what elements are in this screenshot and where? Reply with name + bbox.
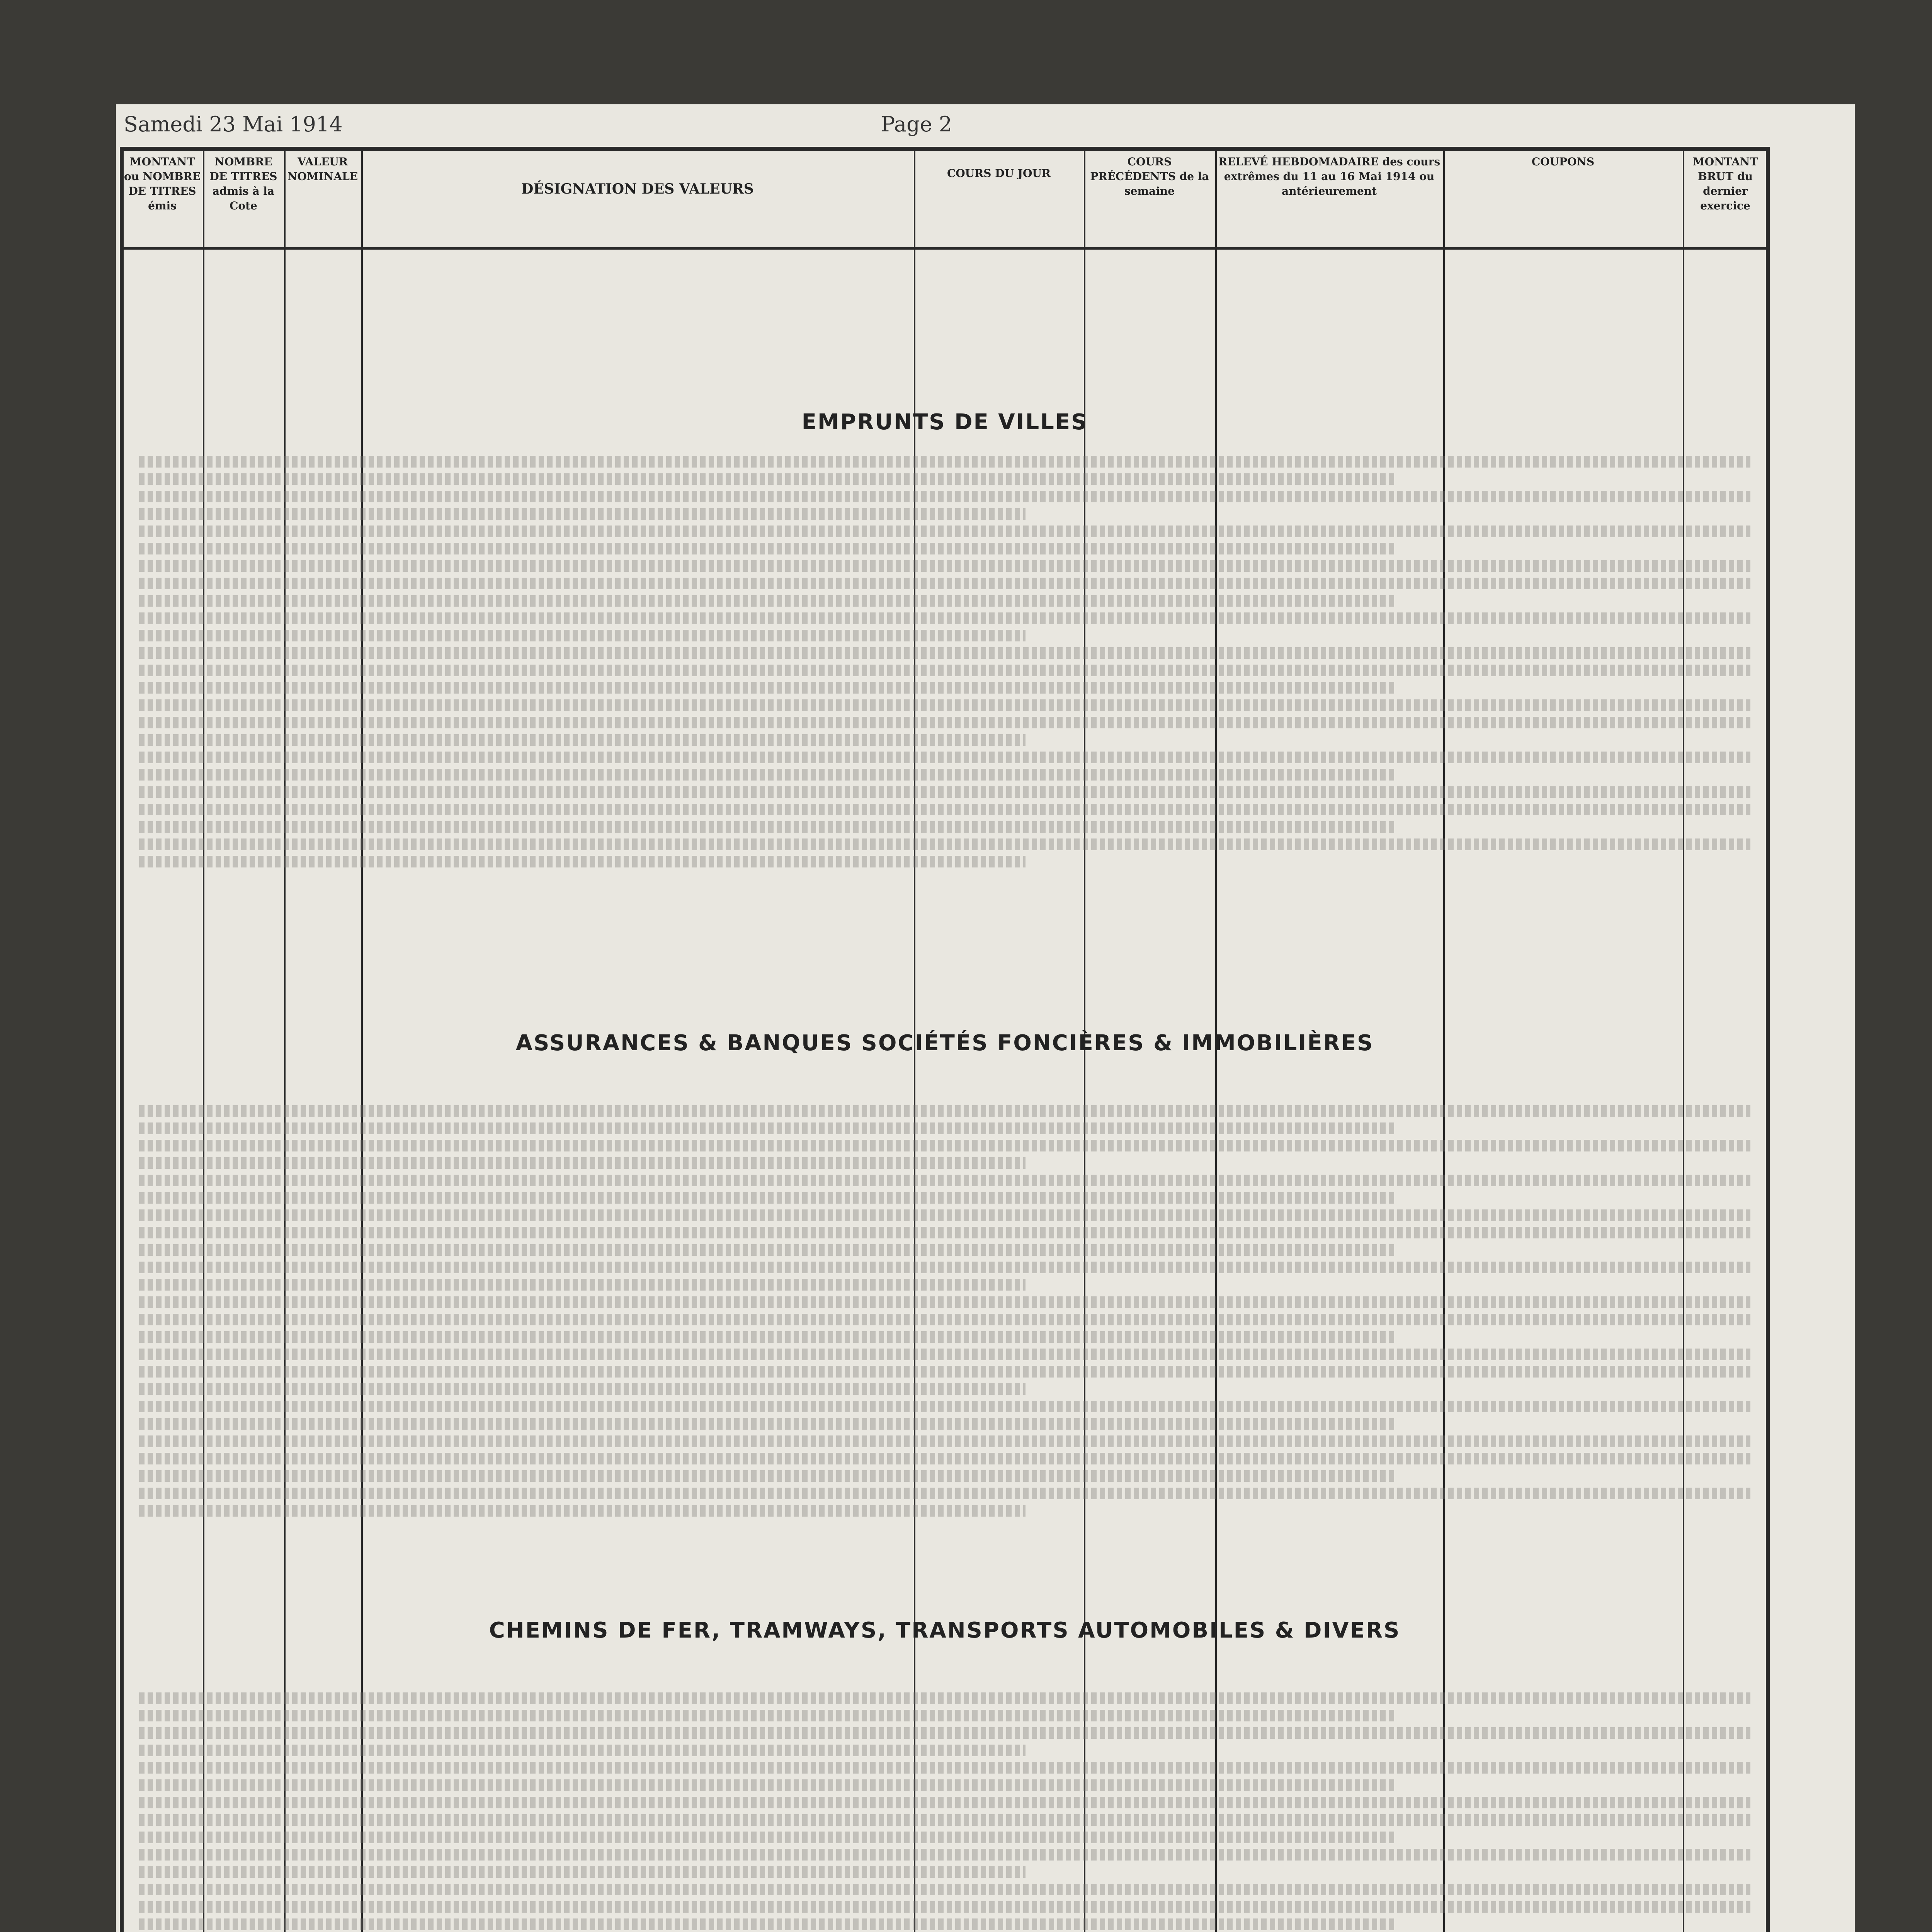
col-releve: RELEVÉ HEBDOMADAIRE des cours extrêmes du 11 au 16 Mai 1914 ou antérieurement [1218, 155, 1440, 197]
col-nombre: NOMBRE DE TITRES admis à la Cote [209, 155, 277, 212]
col-valeur: VALEUR NOMINALE [287, 155, 358, 183]
assurances-rows [139, 1105, 1750, 1522]
page-date: Samedi 23 Mai 1914 [124, 112, 343, 136]
stock-table [120, 147, 1770, 1932]
col-coupons: COUPONS [1531, 155, 1595, 168]
section-emprunts: EMPRUNTS DE VILLES [801, 410, 1088, 435]
col-montant-brut: MONTANT BRUT du dernier exercice [1692, 155, 1758, 212]
col-montant: MONTANT ou NOMBRE DE TITRES émis [124, 155, 201, 212]
column-headers [124, 151, 1766, 250]
chemins-rows [139, 1692, 1750, 1932]
col-cours-precedents: COURS PRÉCÉDENTS de la semaine [1090, 155, 1209, 197]
section-chemins-de-fer: CHEMINS DE FER, TRAMWAYS, TRANSPORTS AUTOMOBILES & DIVERS [489, 1618, 1401, 1643]
emprunts-rows [139, 456, 1750, 873]
col-cours-jour: COURS DU JOUR [947, 167, 1051, 180]
col-designation: DÉSIGNATION DES VALEURS [521, 181, 754, 197]
page-number: Page 2 [881, 112, 952, 136]
section-assurances: ASSURANCES & BANQUES SOCIÉTÉS FONCIÈRES & IMMOBILIÈRES [515, 1031, 1374, 1056]
